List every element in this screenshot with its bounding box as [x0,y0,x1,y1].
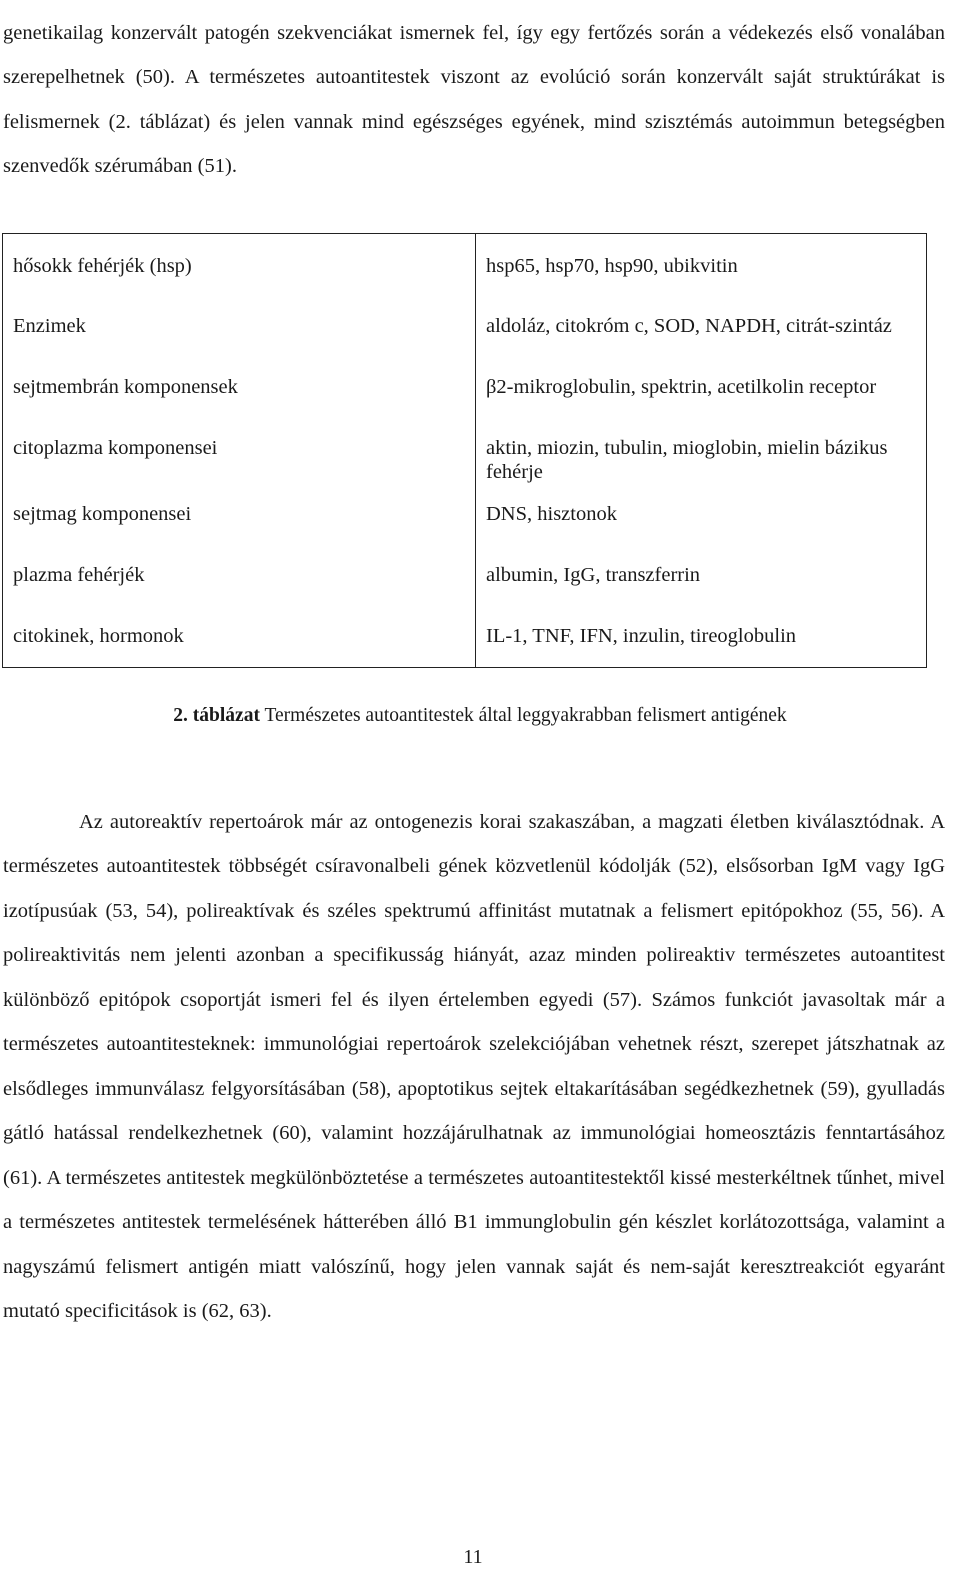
antigen-table-container [2,233,926,668]
table-row [3,296,927,357]
table-row [3,234,927,297]
paragraph-main: Az autoreaktív repertoárok már az ontogenezis korai szakaszában, a magzati életben kiválasztódnak. A természetes autoantitestek többségét csíravonalbeli gének közvetlenül kódolják (52), elsősorban IgM vagy IgG izotípusúak (53, 54), polireaktívak és széles spektrumú affinitást mutatnak a felismert epitópokhoz (55, 56). A polireaktivitás nem jelenti azonban a specifikusság hiányát, azaz minden polireaktiv természetes autoantitest különböző epitópok csoportját ismeri fel és ilyen értelemben egyedi (57). Számos funkciót javasoltak már a természetes autoantitesteknek: immunológiai repertoárok szelekciójában vehetnek részt, szerepet játszhatnak az elsődleges immunválasz felgyorsításában (58), apoptotikus sejtek eltakarításában segédkezhetnek (59), gyulladás gátló hatással rendelkezhetnek (60), valamint hozzájárulhatnak az immunológiai homeosztázis fenntartásához (61). A természetes antitestek megkülönböztetése a természetes autoantitestektől kissé mesterkéltnek tűnhet, mivel a természetes antitestek termelésének hátterében álló B1 immunglobulin gén készlet korlátozottsága, valamint a nagyszámú felismert antigén miatt valószínű, hogy jelen vannak saját és nem-saját keresztreakciót egyaránt mutató specificitások is (62, 63). [3,810,945,1322]
table-row [3,357,927,418]
paragraph-intro: genetikailag konzervált patogén szekvenciákat ismernek fel, így egy fertőzés során a védekezés első vonalában szerepelhetnek (50). A természetes autoantitestek viszont az evolúció során konzervált saját struktúrákat is felismernek (2. táblázat) és jelen vannak mind egészséges egyének, mind szisztémás autoimmun betegségben szenvedők szérumában (51). [3,21,945,177]
table-caption-label: 2. táblázat [173,705,260,726]
table-cell-antigens: albumin, IgG, transzferrin [476,545,927,606]
table-cell-antigens: hsp65, hsp70, hsp90, ubikvitin [476,234,927,297]
antigen-table [2,233,927,668]
table-cell-category: sejtmag komponensei [3,484,476,545]
table-cell-category: Enzimek [3,296,476,357]
table-row [3,606,927,668]
table-cell-category: citokinek, hormonok [3,606,476,668]
table-cell-antigens: aktin, miozin, tubulin, mioglobin, mielin bázikus fehérje [476,418,927,484]
table-cell-antigens: IL-1, TNF, IFN, inzulin, tireoglobulin [476,606,927,668]
table-cell-antigens: β2-mikroglobulin, spektrin, acetilkolin receptor [476,357,927,418]
table-cell-antigens: aldoláz, citokróm c, SOD, NAPDH, citrát-szintáz [476,296,927,357]
table-cell-category: citoplazma komponensei [3,418,476,484]
table-cell-category: plazma fehérjék [3,545,476,606]
table-cell-antigens: DNS, hisztonok [476,484,927,545]
table-caption-text: Természetes autoantitestek által leggyakrabban felismert antigének [259,705,787,726]
table-caption [0,703,960,729]
table-row [3,484,927,545]
table-cell-category: hősokk fehérjék (hsp) [3,234,476,297]
page-number: 11 [463,1546,483,1568]
table-row [3,545,927,606]
table-cell-category: sejtmembrán komponensek [3,357,476,418]
table-row [3,418,927,484]
